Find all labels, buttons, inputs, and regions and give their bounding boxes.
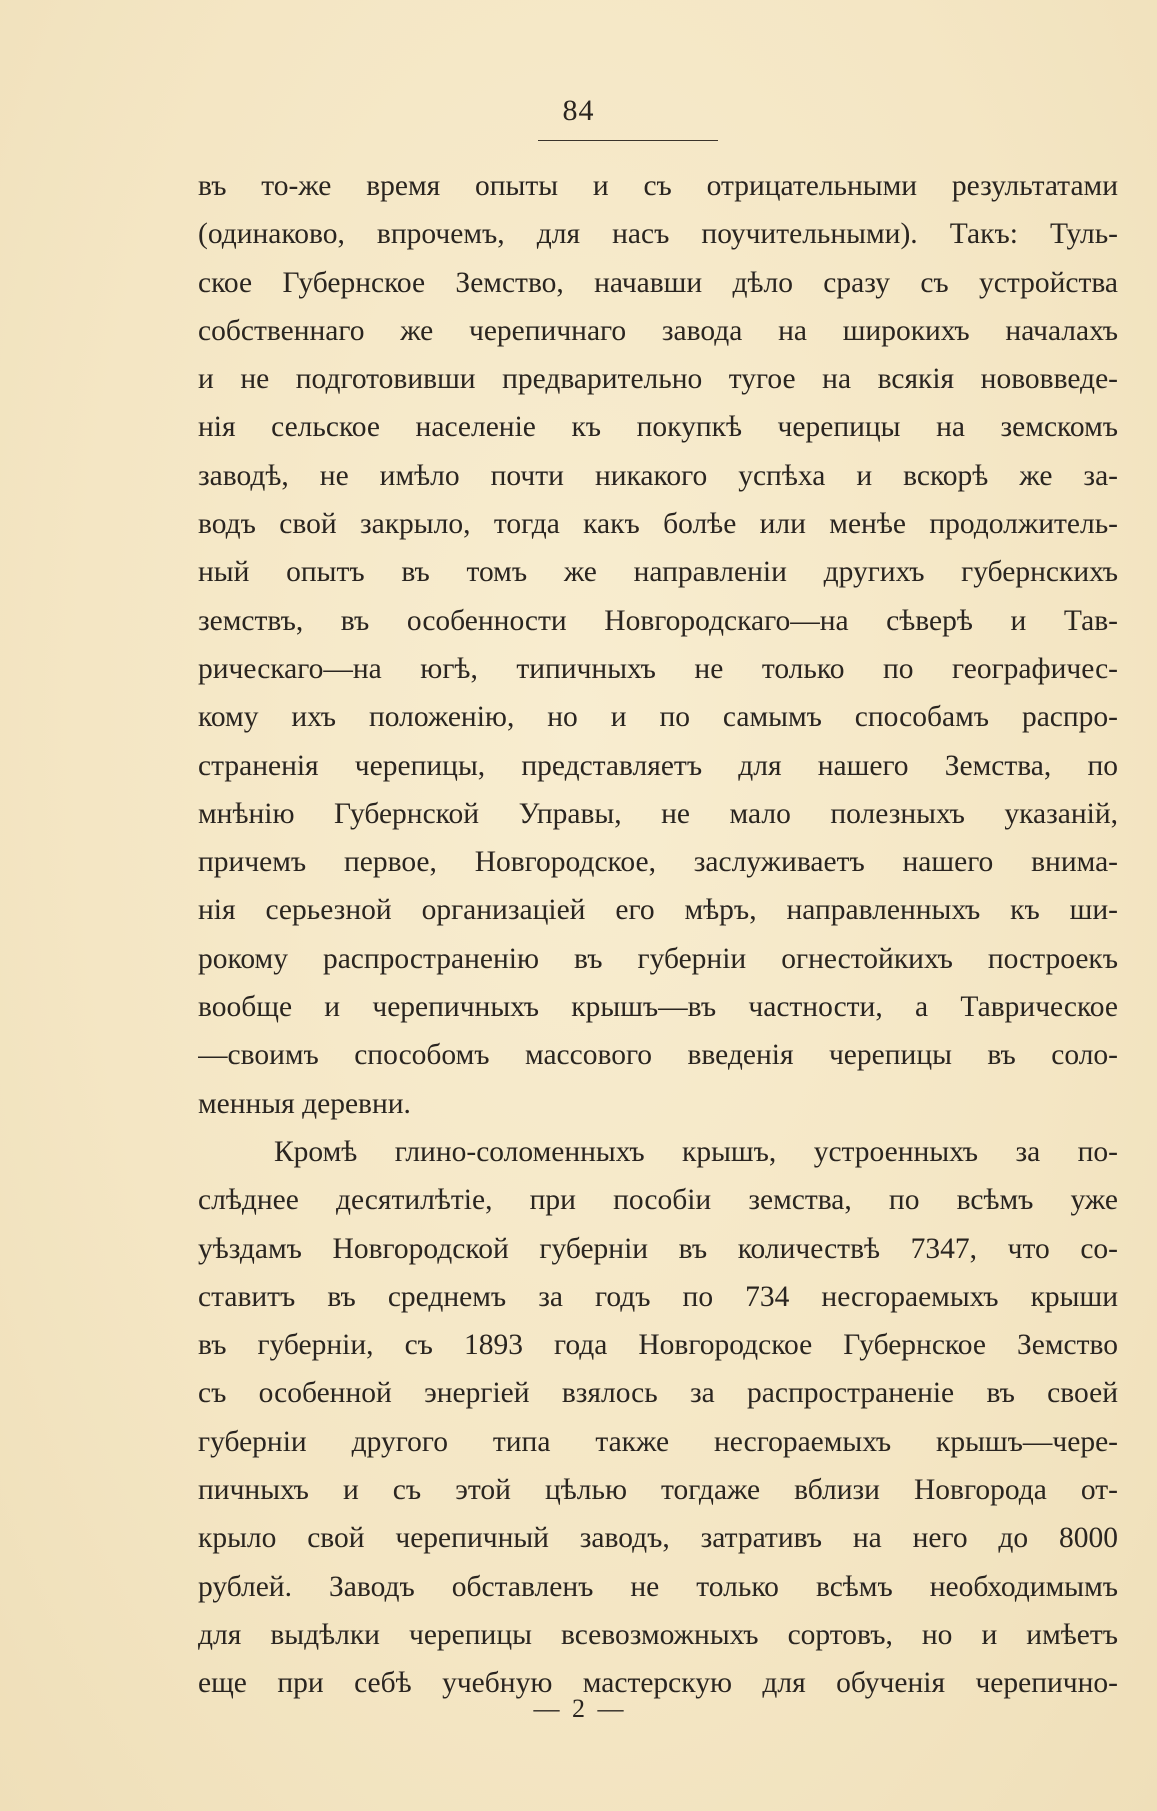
signature-mark: — 2 — (533, 1694, 624, 1723)
body-text (198, 162, 1118, 1708)
text-line: земствъ, въ особенности Новгородскаго—на сѣверѣ и Тав- (198, 604, 1118, 637)
text-line: рическаго—на югѣ, типичныхъ не только по географичес- (198, 652, 1118, 685)
text-line: уѣздамъ Новгородской губернiи въ количествѣ 7347, что со- (198, 1232, 1118, 1265)
text-line: —своимъ способомъ массового введенiя черепицы въ соло- (198, 1039, 1118, 1072)
text-line: Кромѣ глино-соломенныхъ крышъ, устроенныхъ за по- (274, 1135, 1118, 1168)
text-line: (одинаково, впрочемъ, для насъ поучительными). Такъ: Туль- (198, 218, 1118, 251)
text-line: кому ихъ положенiю, но и по самымъ способамъ распро- (198, 701, 1118, 734)
text-line: собственнаго же черепичнаго завода на широкихъ началахъ (198, 314, 1118, 347)
text-line: заводѣ, не имѣло почти никакого успѣха и вскорѣ же за- (198, 459, 1118, 492)
text-line: слѣднее десятилѣтiе, при пособiи земства, по всѣмъ уже (198, 1184, 1118, 1217)
text-line: вообще и черепичныхъ крышъ—въ частности, а Таврическое (198, 991, 1118, 1024)
text-line: нiя сельское населенiе къ покупкѣ черепицы на земскомъ (198, 411, 1118, 444)
text-line: для выдѣлки черепицы всевозможныхъ сортовъ, но и имѣетъ (198, 1618, 1118, 1651)
text-line: крыло свой черепичный заводъ, затративъ на него до 8000 (198, 1522, 1118, 1555)
text-line: рублей. Заводъ обставленъ не только всѣмъ необходимымъ (198, 1570, 1118, 1603)
text-line: водъ свой закрыло, тогда какъ болѣе или менѣе продолжитель- (198, 508, 1118, 541)
text-line: страненiя черепицы, представляетъ для нашего Земства, по (198, 749, 1118, 782)
text-line: губернiи другого типа также несгораемыхъ крышъ—чере- (198, 1425, 1118, 1458)
paragraph (198, 162, 1118, 1128)
text-line: нiя серьезной организацiей его мѣръ, направленныхъ къ ши- (198, 894, 1118, 927)
text-line: рокому распространенiю въ губернiи огнестойкихъ построекъ (198, 942, 1118, 975)
text-line: и не подготовивши предварительно тугое на всякiя нововведе- (198, 363, 1118, 396)
text-line: мнѣнiю Губернской Управы, не мало полезныхъ указанiй, (198, 797, 1118, 830)
text-line: еще при себѣ учебную мастерскую для обученiя черепично- (198, 1667, 1118, 1700)
text-line: ставитъ въ среднемъ за годъ по 734 несгораемыхъ крыши (198, 1280, 1118, 1313)
paragraph (198, 1128, 1118, 1708)
text-line: пичныхъ и съ этой цѣлью тогдаже вблизи Новгорода от- (198, 1474, 1118, 1507)
page-number: 84 (562, 94, 595, 127)
text-line: менныя деревни. (198, 1087, 411, 1120)
text-line: ское Губернское Земство, начавши дѣло сразу съ устройства (198, 266, 1118, 299)
text-line: причемъ первое, Новгородское, заслуживаетъ нашего внима- (198, 846, 1118, 879)
header-rule (538, 140, 718, 141)
text-line: съ особенной энергiей взялось за распространенiе въ своей (198, 1377, 1118, 1410)
text-line: ный опытъ въ томъ же направленiи другихъ губернскихъ (198, 556, 1118, 589)
text-line: въ то-же время опыты и съ отрицательными результатами (198, 170, 1118, 202)
text-line: въ губернiи, съ 1893 года Новгородское Губернское Земство (198, 1329, 1118, 1362)
